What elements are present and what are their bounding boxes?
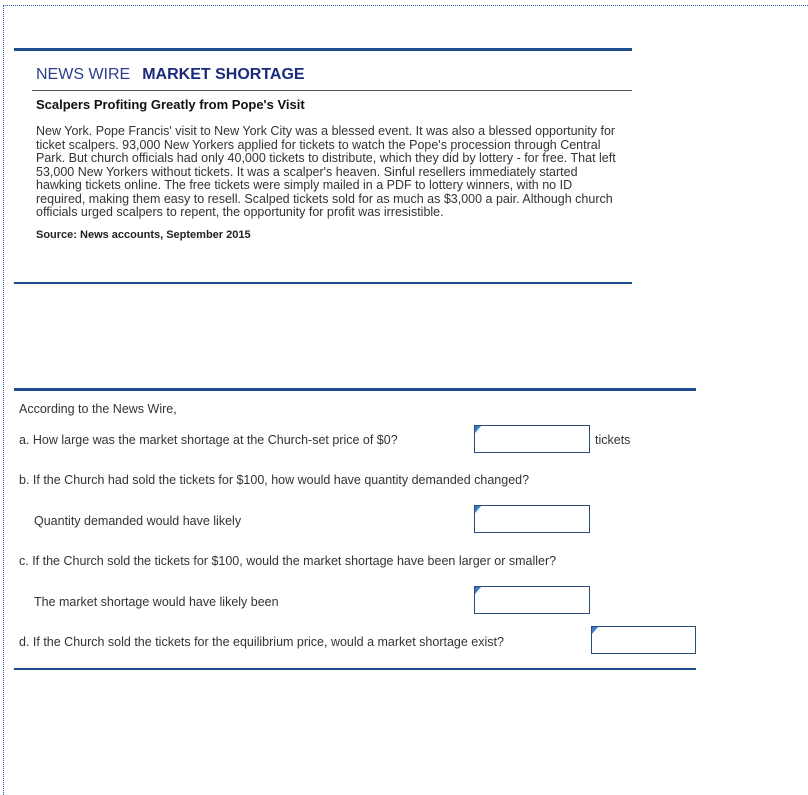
- input-marker-icon: [475, 587, 481, 594]
- answer-c-label: The market shortage would have likely been: [34, 595, 279, 609]
- frame-left-border: [3, 5, 4, 795]
- question-b: b. If the Church had sold the tickets for $100, how would have quantity demanded changed?: [19, 473, 530, 487]
- input-marker-icon: [592, 627, 598, 634]
- news-title: MARKET SHORTAGE: [142, 66, 305, 83]
- questions-intro: According to the News Wire,: [19, 402, 177, 416]
- answer-c-select[interactable]: [474, 586, 590, 614]
- question-a: a. How large was the market shortage at the Church-set price of $0?: [19, 433, 398, 447]
- answer-b-select[interactable]: [474, 505, 590, 533]
- questions-box: [14, 388, 696, 673]
- frame-top-border: [3, 5, 808, 6]
- news-headline: Scalpers Profiting Greatly from Pope's Visit: [36, 97, 305, 112]
- question-d: d. If the Church sold the tickets for the equilibrium price, would a market shortage exist?: [19, 635, 504, 649]
- input-marker-icon: [475, 426, 481, 433]
- input-marker-icon: [475, 506, 481, 513]
- question-c: c. If the Church sold the tickets for $100, would the market shortage have been larger or smaller?: [19, 554, 557, 568]
- news-body: New York. Pope Francis' visit to New York City was a blessed event. It was also a blessed opportunity for ticket scalpers. 93,000 New Yorkers applied for tickets to watch the Pope's procession through Central Park. But church officials had only 40,000 tickets to distribute, which they did by lottery - for free. That left 53,000 New Yorkers without tickets. It was a scalper's heaven. Sinful resellers immediately started hawking tickets online. The free tickets were simply mailed in a PDF to lottery winners, with no ID required, making them easy to resell. Scalped tickets sold for as much as $3,000 a pair. Although church officials urged scalpers to repent, the opportunity for profit was irresistible.: [36, 124, 616, 219]
- news-bottom-rule: [14, 282, 632, 284]
- news-wire-label: NEWS WIRE: [36, 66, 131, 83]
- answer-a-unit: tickets: [595, 433, 631, 447]
- news-wire-box: [14, 48, 632, 241]
- questions-bottom-rule: [14, 668, 696, 670]
- answer-d-select[interactable]: [591, 626, 696, 654]
- answer-b-label: Quantity demanded would have likely: [34, 514, 242, 528]
- answer-a-input[interactable]: [474, 425, 590, 453]
- news-source: Source: News accounts, September 2015: [36, 228, 251, 241]
- news-header: [14, 51, 632, 90]
- questions-top-rule: [14, 388, 696, 391]
